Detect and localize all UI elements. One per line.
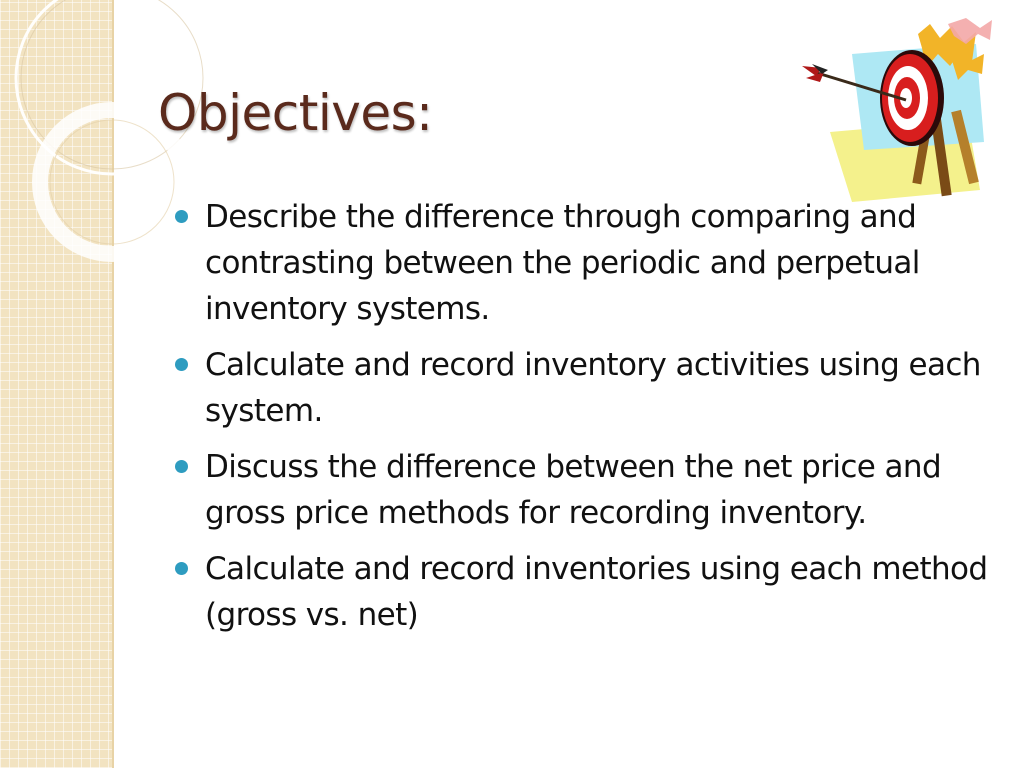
target-with-arrow-icon [800, 14, 1000, 206]
objectives-list [172, 194, 992, 648]
bullet-dot-icon [175, 562, 188, 575]
bullet-dot-icon [175, 460, 188, 473]
list-item [172, 194, 992, 332]
list-item [172, 342, 992, 434]
list-item-text: Describe the difference through comparing and contrasting between the periodic and perpetual inventory systems. [205, 199, 920, 327]
list-item-text: Calculate and record inventories using each method (gross vs. net) [205, 551, 988, 633]
slide-title: Objectives: [158, 84, 433, 142]
bullet-dot-icon [175, 358, 188, 371]
bullet-dot-icon [175, 210, 188, 223]
list-item [172, 546, 992, 638]
list-item [172, 444, 992, 536]
list-item-text: Calculate and record inventory activities using each system. [205, 347, 981, 429]
list-item-text: Discuss the difference between the net price and gross price methods for recording inventory. [205, 449, 942, 531]
